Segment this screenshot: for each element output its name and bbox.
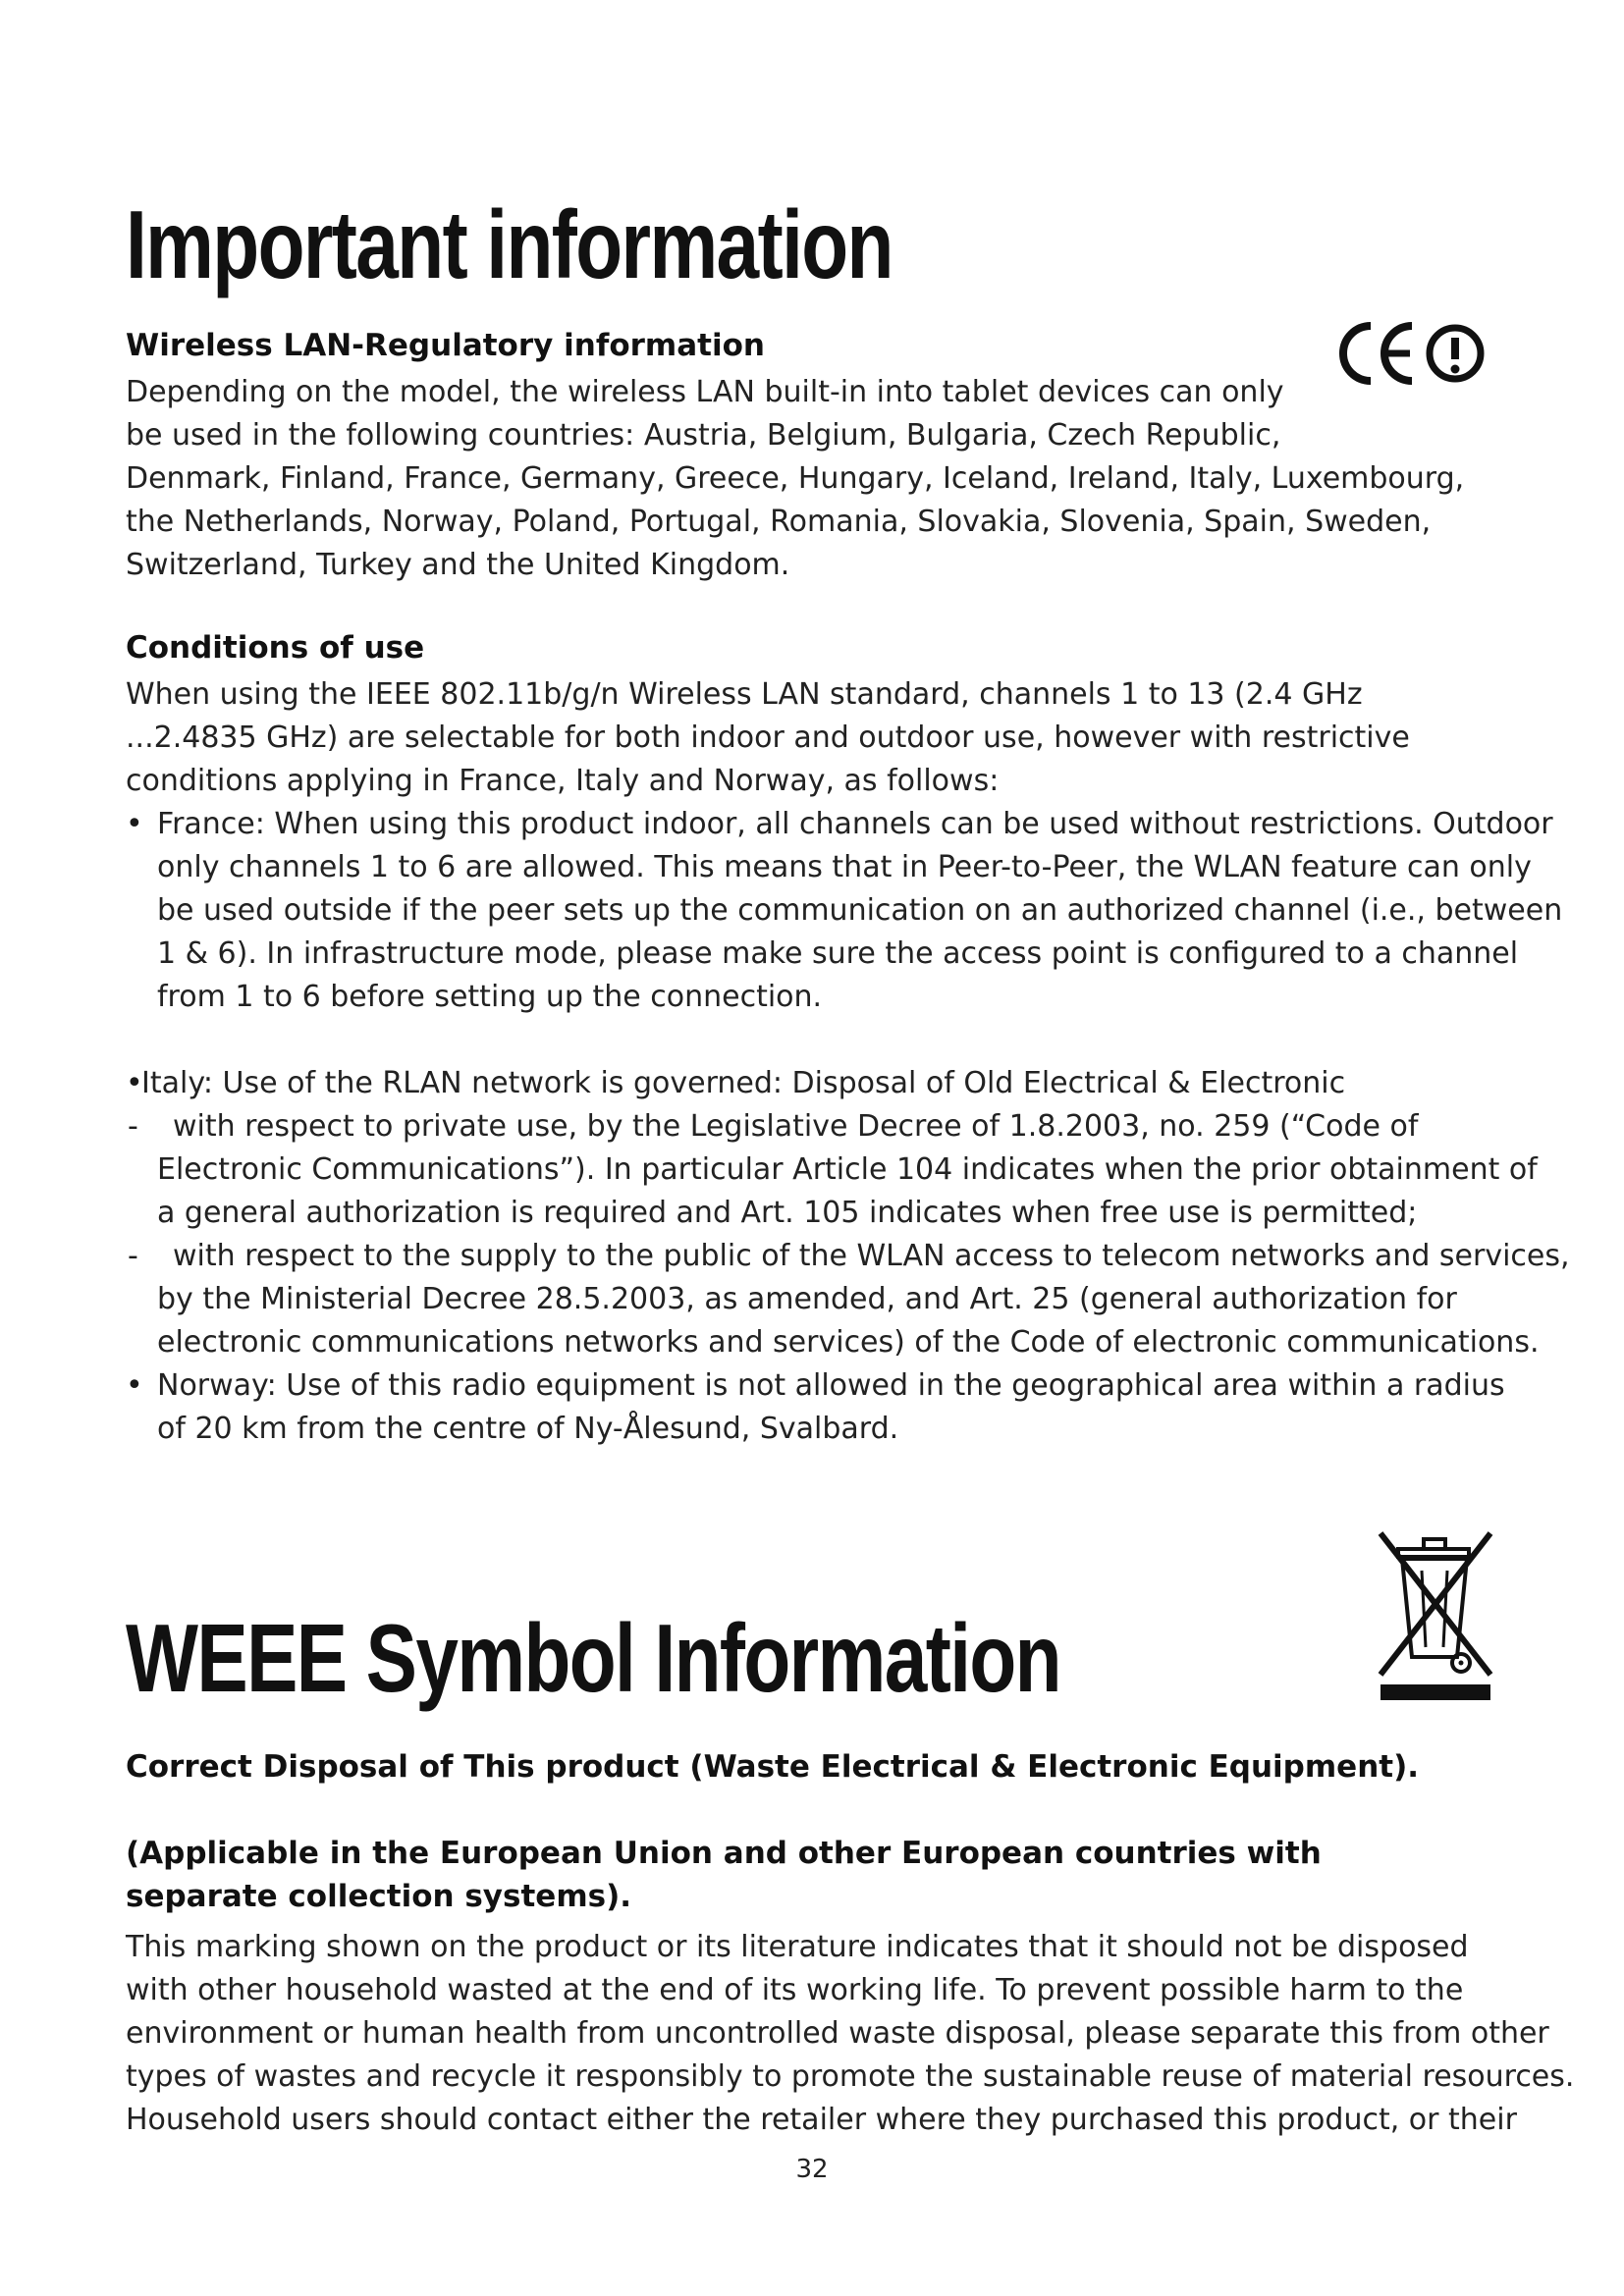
bullet-icon: • (126, 1066, 143, 1100)
text-line: Switzerland, Turkey and the United Kingdom. (126, 548, 790, 582)
text-line: be used outside if the peer sets up the communication on an authorized channel (i.e., between (157, 893, 1563, 928)
text-line: Norway: Use of this radio equipment is not allowed in the geographical area within a radius (157, 1368, 1505, 1403)
text-line: only channels 1 to 6 are allowed. This means that in Peer-to-Peer, the WLAN feature can only (157, 850, 1532, 884)
text-line: (Applicable in the European Union and other European countries with (126, 1836, 1322, 1871)
text-line: ...2.4835 GHz) are selectable for both indoor and outdoor use, however with restrictive (126, 721, 1410, 755)
france-paragraph (126, 803, 1562, 1019)
text-line: with other household wasted at the end of its working life. To prevent possible harm to the (126, 1973, 1464, 2007)
page-number: 32 (795, 2155, 829, 2184)
italy-public-supply (126, 1235, 1570, 1364)
dash-marker: - (128, 1239, 138, 1273)
text-line: When using the IEEE 802.11b/g/n Wireless LAN standard, channels 1 to 13 (2.4 GHz (126, 677, 1363, 712)
text-line: be used in the following countries: Austria, Belgium, Bulgaria, Czech Republic, (126, 418, 1281, 453)
text-line: of 20 km from the centre of Ny-Ålesund, Svalbard. (157, 1412, 899, 1446)
text-line: Italy: Use of the RLAN network is governed: Disposal of Old Electrical & Electronic (141, 1066, 1346, 1100)
page-title: Important information (126, 190, 893, 298)
text-line: the Netherlands, Norway, Poland, Portugal, Romania, Slovakia, Slovenia, Spain, Sweden, (126, 505, 1432, 539)
text-line: conditions applying in France, Italy and Norway, as follows: (126, 764, 1000, 798)
norway-paragraph (126, 1364, 1505, 1451)
wireless-heading: Wireless LAN-Regulatory information (126, 328, 765, 363)
text-line: France: When using this product indoor, all channels can be used without restrictions. Outdoor (157, 807, 1553, 841)
conditions-intro (126, 673, 1410, 803)
dash-marker: - (128, 1109, 138, 1144)
weee-crossed-bin-icon (1367, 1520, 1504, 1706)
text-line: from 1 to 6 before setting up the connection. (157, 980, 823, 1014)
bullet-icon: • (126, 1368, 143, 1403)
text-line: Electronic Communications”). In particular Article 104 indicates when the prior obtainment of (157, 1152, 1538, 1187)
conditions-heading: Conditions of use (126, 630, 425, 666)
bullet-icon: • (126, 807, 143, 841)
weee-subheading: Correct Disposal of This product (Waste Electrical & Electronic Equipment). (126, 1749, 1420, 1785)
weee-title: WEEE Symbol Information (126, 1604, 1060, 1712)
text-line: 1 & 6). In infrastructure mode, please make sure the access point is configured to a channel (157, 936, 1519, 971)
text-line: types of wastes and recycle it responsibly to promote the sustainable reuse of material resources. (126, 2059, 1575, 2094)
text-line: Household users should contact either the retailer where they purchased this product, or their (126, 2103, 1517, 2137)
weee-body (126, 1926, 1574, 2142)
italy-private-use (126, 1105, 1538, 1235)
text-line: by the Ministerial Decree 28.5.2003, as amended, and Art. 25 (general authorization for (157, 1282, 1457, 1316)
text-line: separate collection systems). (126, 1879, 632, 1914)
italy-paragraph (141, 1062, 1345, 1105)
text-line: Denmark, Finland, France, Germany, Greece, Hungary, Iceland, Ireland, Italy, Luxembourg, (126, 461, 1465, 496)
wireless-paragraph (126, 371, 1464, 587)
text-line: electronic communications networks and services) of the Code of electronic communications. (157, 1325, 1540, 1360)
weee-applicability-heading (126, 1832, 1322, 1918)
text-line: a general authorization is required and Art. 105 indicates when free use is permitted; (157, 1196, 1418, 1230)
text-line: with respect to the supply to the public of the WLAN access to telecom networks and services, (173, 1239, 1570, 1273)
text-line: Depending on the model, the wireless LAN built-in into tablet devices can only (126, 375, 1284, 409)
text-line: This marking shown on the product or its literature indicates that it should not be disposed (126, 1930, 1469, 1964)
text-line: environment or human health from uncontrolled waste disposal, please separate this from other (126, 2016, 1549, 2051)
text-line: with respect to private use, by the Legislative Decree of 1.8.2003, no. 259 (“Code of (173, 1109, 1419, 1144)
